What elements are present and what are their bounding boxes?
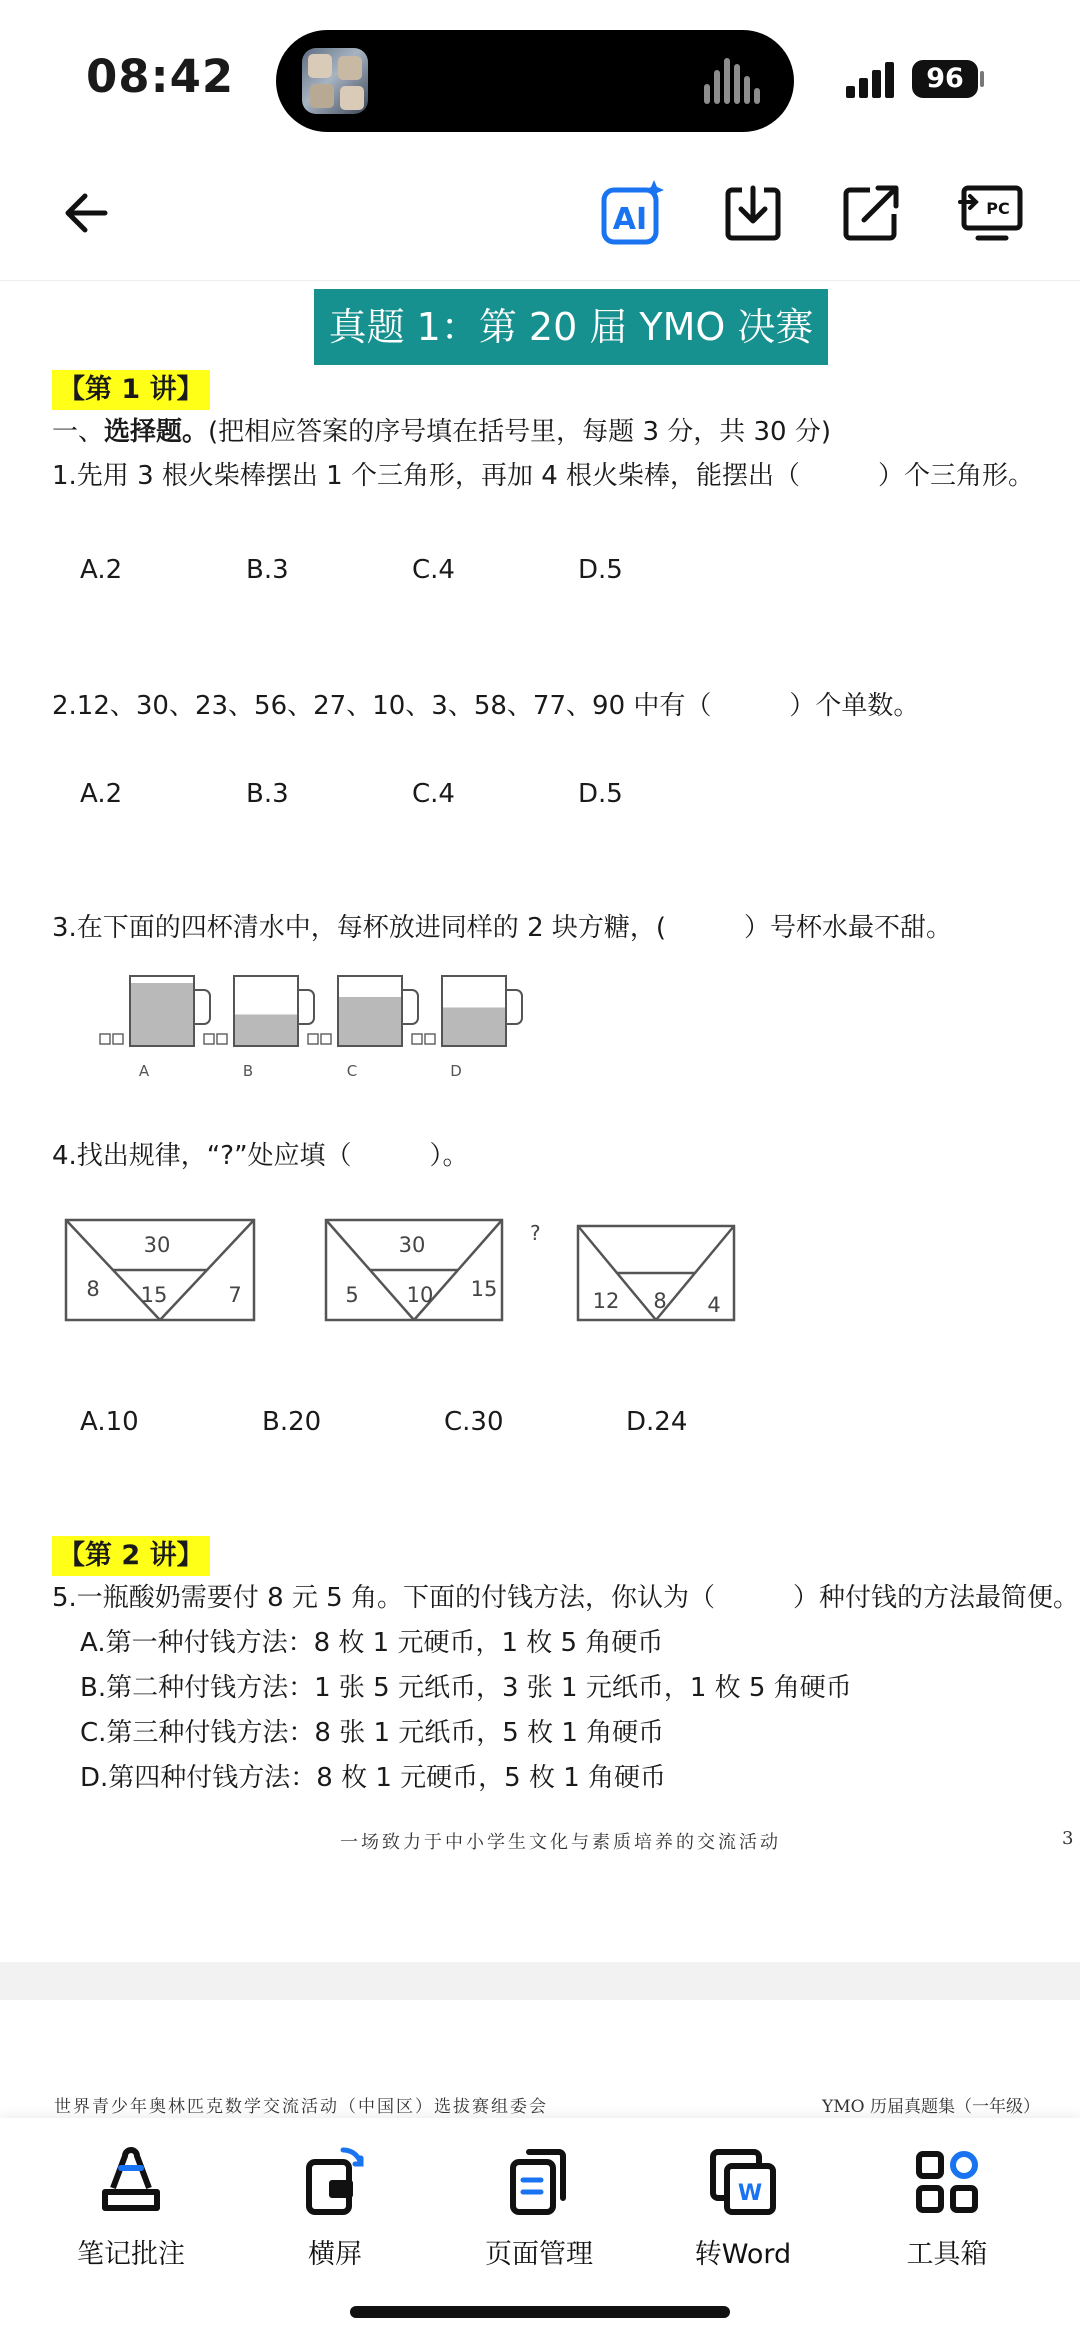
water-level xyxy=(130,983,194,1046)
cup-handle xyxy=(298,990,314,1024)
question-5: 5.一瓶酸奶需要付 8 元 5 角。下面的付钱方法，你认为（ ）种付钱的方法最简便。 xyxy=(52,1583,1079,1613)
page-separator xyxy=(0,1962,1080,2000)
section-instructions: (把相应答案的序号填在括号里，每题 3 分，共 30 分) xyxy=(208,417,832,447)
q4-option-b: B.20 xyxy=(262,1407,322,1437)
toolbox-button[interactable] xyxy=(862,2142,1032,2292)
question-1: 1.先用 3 根火柴棒摆出 1 个三角形，再加 4 根火柴棒，能摆出（ ）个三角形。 xyxy=(52,461,1035,491)
fig3-right: 4 xyxy=(707,1293,721,1317)
pattern-figure-2 xyxy=(326,1220,502,1320)
download-button[interactable] xyxy=(708,168,798,258)
pc-label: PC xyxy=(986,199,1010,218)
sugar-cube xyxy=(204,1034,214,1044)
convert-word-button[interactable] xyxy=(658,2142,828,2292)
fig2-top: 30 xyxy=(398,1233,426,1257)
q1-option-d: D.5 xyxy=(578,555,623,585)
pc-transfer-button[interactable] xyxy=(946,168,1036,258)
download-icon xyxy=(722,182,784,244)
video-thumbnail[interactable] xyxy=(302,48,368,114)
pattern-figure-1 xyxy=(66,1220,254,1320)
sugar-cube xyxy=(412,1034,422,1044)
convert-word-icon xyxy=(703,2142,783,2222)
sugar-cube xyxy=(113,1034,123,1044)
next-page-header-right: YMO 历届真题集（一年级） xyxy=(822,2097,1040,2117)
page-footer: 一场致力于中小学生文化与素质培养的交流活动 xyxy=(340,1832,781,1853)
top-toolbar xyxy=(0,150,1080,281)
pattern-figure-3 xyxy=(578,1226,734,1320)
q2-option-c: C.4 xyxy=(412,779,455,809)
q2-option-b: B.3 xyxy=(246,779,289,809)
rotate-landscape-icon xyxy=(295,2142,375,2222)
svg-text:W: W xyxy=(737,2181,763,2206)
back-arrow-icon xyxy=(57,183,117,243)
share-icon xyxy=(840,182,902,244)
fig2-center: 10 xyxy=(406,1283,434,1307)
cup-handle xyxy=(194,990,210,1024)
pc-transfer-icon xyxy=(958,182,1024,244)
signal-icon xyxy=(846,60,906,98)
cup-label: C xyxy=(346,1062,358,1080)
cup-handle xyxy=(506,990,522,1024)
fig2-right: 15 xyxy=(470,1277,498,1301)
sugar-cube xyxy=(217,1034,227,1044)
sugar-cube xyxy=(321,1034,331,1044)
ai-sparkle-icon xyxy=(598,178,668,248)
cup-d xyxy=(412,976,522,1080)
lecture-1-tag: 【第 1 讲】 xyxy=(52,370,210,410)
ai-button[interactable] xyxy=(588,168,678,258)
q5-option-c: C.第三种付钱方法：8 张 1 元纸币，5 枚 1 角硬币 xyxy=(80,1718,665,1748)
cup-label: A xyxy=(138,1062,150,1080)
q4-option-d: D.24 xyxy=(626,1407,688,1437)
question-mark: ? xyxy=(530,1221,541,1245)
section-title: 选择题。 xyxy=(104,417,209,447)
battery-indicator: 96 xyxy=(912,60,978,98)
notes-annotate-label: 笔记批注 xyxy=(77,2239,185,2270)
fig1-right: 7 xyxy=(228,1283,242,1307)
q5-option-d: D.第四种付钱方法：8 枚 1 元硬币，5 枚 1 角硬币 xyxy=(80,1763,667,1793)
q5-option-a: A.第一种付钱方法：8 枚 1 元硬币，1 枚 5 角硬币 xyxy=(80,1628,664,1658)
convert-word-label: 转Word xyxy=(694,2239,792,2270)
sugar-cube xyxy=(100,1034,110,1044)
next-document-page[interactable] xyxy=(0,2000,1080,2120)
q1-option-c: C.4 xyxy=(412,555,455,585)
cup-handle xyxy=(402,990,418,1024)
landscape-label: 横屏 xyxy=(308,2239,362,2270)
cup-c xyxy=(308,976,418,1080)
fig3-left: 12 xyxy=(592,1289,620,1313)
q4-option-c: C.30 xyxy=(444,1407,504,1437)
lecture-2-tag: 【第 2 讲】 xyxy=(52,1536,210,1576)
sugar-cube xyxy=(308,1034,318,1044)
pen-annotate-icon xyxy=(91,2142,171,2222)
dynamic-island[interactable] xyxy=(276,30,794,132)
page-manage-label: 页面管理 xyxy=(485,2239,593,2270)
water-level xyxy=(338,997,402,1046)
page-manage-button[interactable] xyxy=(454,2142,624,2292)
question-2: 2.12、30、23、56、27、10、3、58、77、90 中有（ ）个单数。 xyxy=(52,691,920,721)
page-number: 3 xyxy=(1062,1828,1074,1849)
battery-tip xyxy=(980,71,984,87)
sugar-cups-figure xyxy=(90,972,570,1082)
toolbox-label: 工具箱 xyxy=(906,2239,988,2270)
q1-option-b: B.3 xyxy=(246,555,289,585)
pattern-figure xyxy=(60,1212,760,1322)
cup-b xyxy=(204,976,314,1080)
toolbox-icon xyxy=(907,2142,987,2222)
page-title-banner: 真题 1：第 20 届 YMO 决赛 xyxy=(314,289,828,365)
fig1-top: 30 xyxy=(143,1233,171,1257)
status-time: 08:42 xyxy=(86,50,235,103)
document-page[interactable] xyxy=(0,282,1080,1962)
section-heading xyxy=(52,414,831,450)
fig1-left: 8 xyxy=(86,1277,100,1301)
cup-a xyxy=(100,976,210,1080)
next-page-header-left: 世界青少年奥林匹克数学交流活动（中国区）选拔赛组委会 xyxy=(54,2097,548,2117)
water-level xyxy=(442,1008,506,1047)
q5-option-b: B.第二种付钱方法：1 张 5 元纸币，3 张 1 元纸币，1 枚 5 角硬币 xyxy=(80,1673,852,1703)
home-indicator[interactable] xyxy=(350,2306,730,2318)
q1-option-a: A.2 xyxy=(80,555,123,585)
share-button[interactable] xyxy=(826,168,916,258)
section-prefix: 一、 xyxy=(52,417,105,447)
cup-label: B xyxy=(242,1062,254,1080)
q2-option-a: A.2 xyxy=(80,779,123,809)
sugar-cube xyxy=(425,1034,435,1044)
fig3-center: 8 xyxy=(653,1289,667,1313)
water-level xyxy=(234,1015,298,1047)
cup-label: D xyxy=(450,1062,462,1080)
back-button[interactable] xyxy=(42,168,132,258)
notes-annotate-button[interactable] xyxy=(46,2142,216,2292)
status-bar xyxy=(0,0,1080,150)
page-manage-icon xyxy=(499,2142,579,2222)
question-4: 4.找出规律，“?”处应填（ ）。 xyxy=(52,1141,469,1171)
q4-option-a: A.10 xyxy=(80,1407,139,1437)
ai-label: AI xyxy=(612,202,648,237)
question-3: 3.在下面的四杯清水中，每杯放进同样的 2 块方糖，( ）号杯水最不甜。 xyxy=(52,913,953,943)
fig1-center: 15 xyxy=(140,1283,168,1307)
landscape-button[interactable] xyxy=(250,2142,420,2292)
q2-option-d: D.5 xyxy=(578,779,623,809)
fig2-left: 5 xyxy=(345,1283,359,1307)
audio-wave-icon xyxy=(704,58,764,104)
